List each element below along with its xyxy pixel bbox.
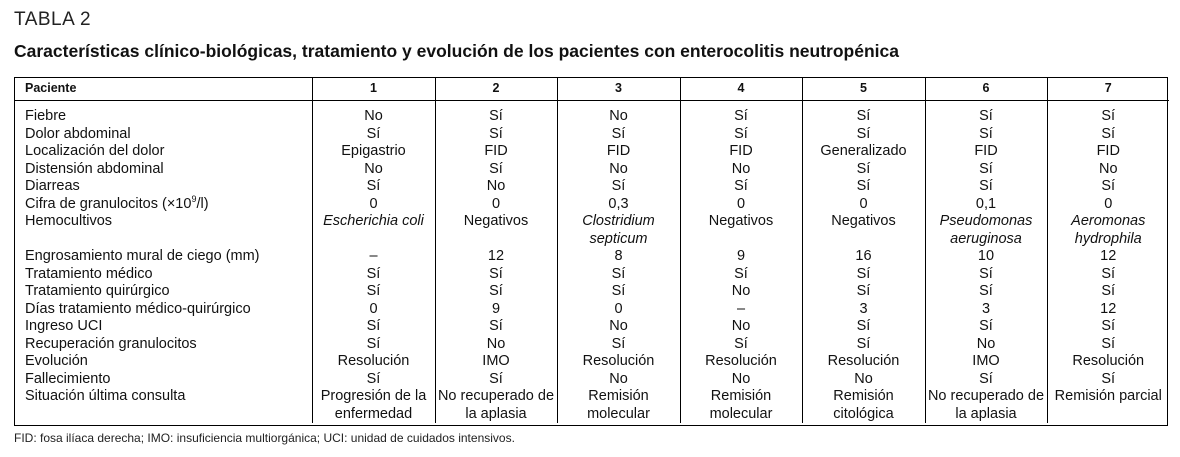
cell-patient-4: Sí [680, 178, 802, 196]
cell-patient-1: – [312, 248, 435, 266]
cell-patient-6: Pseudomonas aeruginosa [925, 213, 1047, 248]
table-row [15, 388, 1169, 423]
cell-patient-5: Sí [802, 178, 925, 196]
row-label-text: Situación última consulta [25, 388, 186, 404]
cell-patient-3: 0 [557, 301, 680, 319]
table-row [15, 283, 1169, 301]
cell-patient-5: Resolución [802, 353, 925, 371]
cell-patient-5: 3 [802, 301, 925, 319]
table-row [15, 196, 1169, 214]
cell-patient-5: Remisión citológica [802, 388, 925, 423]
row-label-text: Localización del dolor [25, 143, 165, 159]
cell-patient-3: Sí [557, 178, 680, 196]
row-label-text: Recuperación granulocitos [25, 335, 197, 352]
cell-patient-7: 12 [1100, 300, 1117, 317]
header-patient-4: 4 [680, 78, 802, 101]
cell-patient-6: Sí [925, 318, 1047, 336]
row-label-text: Tratamiento médico [25, 265, 153, 282]
table-footnote: FID: fosa ilíaca derecha; IMO: insuficiencia multiorgánica; UCI: unidad de cuidados intensivos. [14, 431, 515, 445]
row-label-text: Hemocultivos [25, 213, 113, 229]
table-row [15, 143, 1169, 161]
cell-patient-5: Sí [802, 283, 925, 301]
row-label-text: Fiebre [25, 108, 67, 124]
table-row [15, 161, 1169, 179]
cell-patient-7: No [1098, 160, 1118, 177]
cell-patient-2: Sí [435, 101, 557, 126]
cell-patient-2: Sí [435, 283, 557, 301]
cell-patient-7: Aeromonas hydrophila [1071, 213, 1146, 247]
cell-patient-2: IMO [435, 353, 557, 371]
cell-patient-2: FID [435, 143, 557, 161]
cell-patient-5: 16 [802, 248, 925, 266]
row-label [15, 336, 312, 354]
cell-patient-6: Sí [925, 371, 1047, 389]
cell-patient-7: Sí [1101, 335, 1116, 352]
header-paciente: Paciente [15, 78, 312, 101]
row-label-text: Engrosamiento mural de ciego (mm) [25, 248, 260, 264]
row-label-text: Diarreas [25, 178, 80, 194]
cell-patient-1: Resolución [312, 353, 435, 371]
row-label [15, 178, 312, 196]
cell-patient-3: Sí [557, 126, 680, 144]
cell-patient-7: 12 [1100, 248, 1117, 264]
cell-patient-7: Resolución [1072, 353, 1145, 369]
cell-patient-2: Sí [435, 318, 557, 336]
cell-patient-4: – [680, 301, 802, 319]
cell-patient-3: No [557, 101, 680, 126]
cell-patient-1: Sí [312, 126, 435, 144]
row-label [15, 143, 312, 161]
row-label [15, 301, 312, 319]
cell-patient-4: FID [680, 143, 802, 161]
header-patient-7: 7 [1047, 78, 1169, 101]
cell-patient-7: 0 [1104, 195, 1113, 212]
table-row [15, 126, 1169, 144]
cell-patient-4: Remisión molecular [680, 388, 802, 423]
cell-patient-6: IMO [925, 353, 1047, 371]
cell-patient-2: 9 [435, 301, 557, 319]
cell-patient-1: Sí [312, 266, 435, 284]
row-label [15, 318, 312, 336]
table-body [15, 101, 1169, 424]
cell-patient-6: 10 [925, 248, 1047, 266]
row-label [15, 388, 312, 423]
row-label [15, 101, 312, 126]
table-row [15, 101, 1169, 126]
row-label-text: Cifra de granulocitos (×10 [25, 195, 192, 212]
cell-patient-7: FID [1096, 143, 1120, 159]
cell-patient-2: No [435, 336, 557, 354]
cell-patient-1: Epigastrio [312, 143, 435, 161]
row-label-text: Fallecimiento [25, 370, 111, 387]
cell-patient-7: Sí [1101, 108, 1116, 124]
cell-patient-7: Sí [1101, 265, 1116, 282]
cell-patient-1: Progresión de la enfermedad [312, 388, 435, 423]
cell-patient-6: No [925, 336, 1047, 354]
cell-patient-1: No [312, 101, 435, 126]
cell-patient-7: Sí [1101, 283, 1116, 299]
cell-patient-4: Sí [680, 126, 802, 144]
row-label-text: Días tratamiento médico-quirúrgico [25, 300, 251, 317]
cell-patient-7: Sí [1101, 178, 1116, 194]
patients-table [15, 78, 1169, 423]
table-row [15, 336, 1169, 354]
row-label-suffix: /l) [196, 195, 209, 212]
cell-patient-4: Negativos [680, 213, 802, 248]
cell-patient-3: Sí [557, 266, 680, 284]
cell-patient-5: 0 [802, 196, 925, 214]
row-label [15, 353, 312, 371]
row-label-text: Ingreso UCI [25, 318, 103, 334]
row-label [15, 213, 312, 248]
row-label [15, 193, 312, 214]
cell-patient-3: No [557, 318, 680, 336]
cell-patient-4: No [680, 371, 802, 389]
cell-patient-4: 9 [680, 248, 802, 266]
cell-patient-3: 8 [557, 248, 680, 266]
header-patient-3: 3 [557, 78, 680, 101]
table-label: TABLA 2 [14, 9, 92, 30]
row-label-text: Dolor abdominal [25, 125, 131, 142]
header-patient-2: 2 [435, 78, 557, 101]
cell-patient-4: Sí [680, 266, 802, 284]
data-table-frame [14, 77, 1168, 426]
cell-patient-5: No [802, 371, 925, 389]
cell-patient-6: Sí [925, 266, 1047, 284]
cell-patient-6: Sí [925, 161, 1047, 179]
cell-patient-2: No [435, 178, 557, 196]
cell-patient-2: Sí [435, 266, 557, 284]
cell-patient-5: Generalizado [802, 143, 925, 161]
row-label [15, 371, 312, 389]
cell-patient-6: Sí [925, 126, 1047, 144]
row-label [15, 126, 312, 144]
cell-patient-4: No [680, 318, 802, 336]
table-title: Características clínico-biológicas, tratamiento y evolución de los pacientes con enterocolitis neutropénica [14, 41, 899, 61]
table-row [15, 353, 1169, 371]
cell-patient-7: Remisión parcial [1054, 388, 1162, 404]
table-row [15, 266, 1169, 284]
cell-patient-5: Sí [802, 266, 925, 284]
cell-patient-1: Escherichia coli [312, 213, 435, 248]
cell-patient-6: Sí [925, 101, 1047, 126]
table-row [15, 248, 1169, 266]
row-label [15, 248, 312, 266]
cell-patient-5: Negativos [802, 213, 925, 248]
row-label-text: Tratamiento quirúrgico [25, 283, 170, 299]
cell-patient-1: No [312, 161, 435, 179]
cell-patient-6: FID [925, 143, 1047, 161]
cell-patient-5: Sí [802, 318, 925, 336]
cell-patient-2: Sí [435, 161, 557, 179]
row-label-superscript: 9 [191, 193, 197, 204]
cell-patient-7: Sí [1101, 370, 1116, 387]
cell-patient-3: Sí [557, 283, 680, 301]
cell-patient-2: Negativos [435, 213, 557, 248]
cell-patient-2: Sí [435, 371, 557, 389]
row-label [15, 266, 312, 284]
header-patient-1: 1 [312, 78, 435, 101]
cell-patient-7: Sí [1101, 125, 1116, 142]
cell-patient-3: Clostridium septicum [557, 213, 680, 248]
cell-patient-3: No [557, 161, 680, 179]
cell-patient-4: 0 [680, 196, 802, 214]
cell-patient-2: No recuperado de la aplasia [435, 388, 557, 423]
cell-patient-6: No recuperado de la aplasia [925, 388, 1047, 423]
cell-patient-4: No [680, 283, 802, 301]
cell-patient-2: 12 [435, 248, 557, 266]
cell-patient-6: 0,1 [925, 196, 1047, 214]
cell-patient-2: 0 [435, 196, 557, 214]
row-label-text: Evolución [25, 353, 88, 369]
cell-patient-6: Sí [925, 178, 1047, 196]
cell-patient-1: Sí [312, 178, 435, 196]
header-patient-6: 6 [925, 78, 1047, 101]
table-row [15, 213, 1169, 248]
cell-patient-2: Sí [435, 126, 557, 144]
cell-patient-1: Sí [312, 371, 435, 389]
table-row [15, 301, 1169, 319]
row-label [15, 283, 312, 301]
cell-patient-1: Sí [312, 283, 435, 301]
cell-patient-1: Sí [312, 318, 435, 336]
cell-patient-5: Sí [802, 101, 925, 126]
cell-patient-4: No [680, 161, 802, 179]
cell-patient-4: Sí [680, 101, 802, 126]
cell-patient-7: Sí [1101, 318, 1116, 334]
cell-patient-6: Sí [925, 283, 1047, 301]
row-label-text: Distensión abdominal [25, 160, 164, 177]
cell-patient-6: 3 [925, 301, 1047, 319]
cell-patient-3: Resolución [557, 353, 680, 371]
cell-patient-3: Remisión molecular [557, 388, 680, 423]
table-header-row [15, 78, 1169, 101]
cell-patient-1: Sí [312, 336, 435, 354]
header-patient-5: 5 [802, 78, 925, 101]
cell-patient-3: FID [557, 143, 680, 161]
table-row [15, 178, 1169, 196]
cell-patient-3: No [557, 371, 680, 389]
cell-patient-5: Sí [802, 336, 925, 354]
cell-patient-1: 0 [312, 196, 435, 214]
row-label [15, 161, 312, 179]
cell-patient-4: Resolución [680, 353, 802, 371]
cell-patient-5: Sí [802, 126, 925, 144]
cell-patient-5: Sí [802, 161, 925, 179]
table-row [15, 371, 1169, 389]
cell-patient-1: 0 [312, 301, 435, 319]
cell-patient-4: Sí [680, 336, 802, 354]
table-row [15, 318, 1169, 336]
cell-patient-3: Sí [557, 336, 680, 354]
cell-patient-3: 0,3 [557, 196, 680, 214]
